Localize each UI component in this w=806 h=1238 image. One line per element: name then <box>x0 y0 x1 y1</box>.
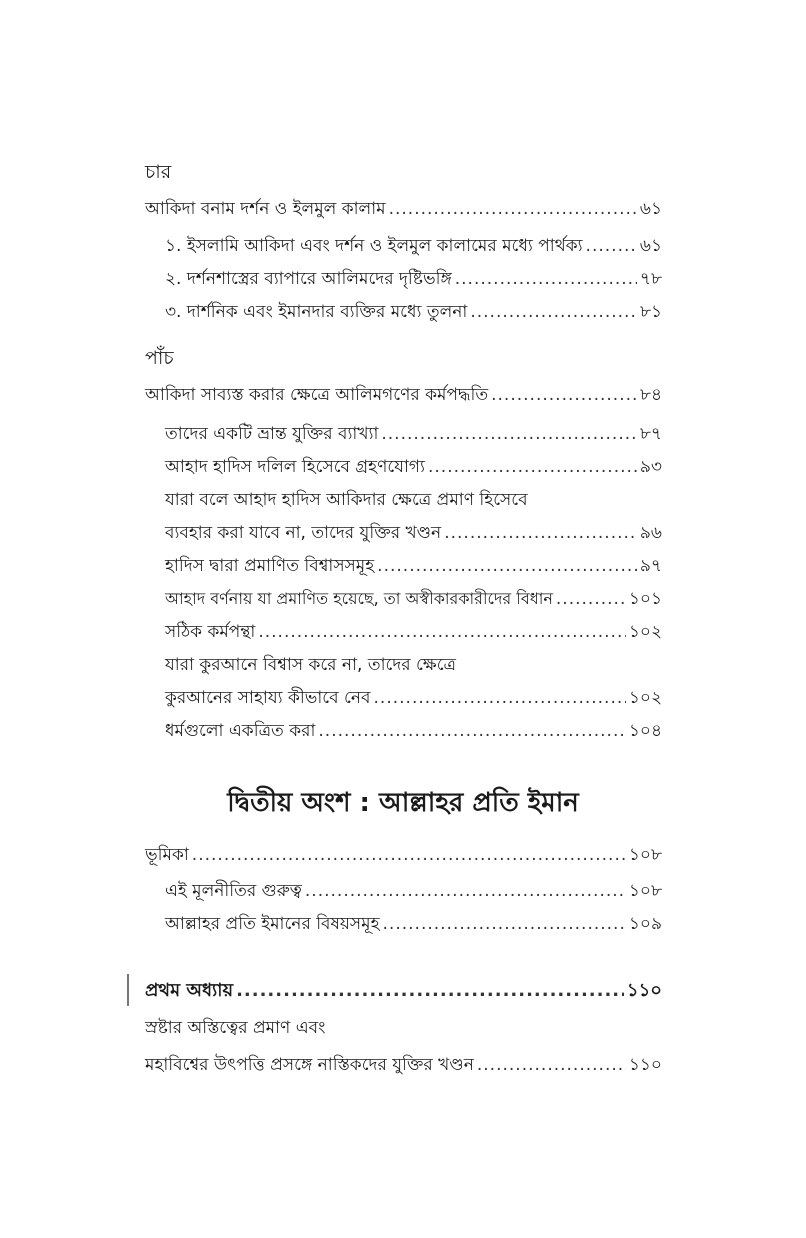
toc-entry-title: আহাদ হাদিস দলিল হিসেবে গ্রহণযোগ্য <box>165 457 425 477</box>
toc-entry-page: ৮৪ <box>639 385 662 405</box>
toc-entry[interactable] <box>165 231 662 261</box>
leader-dots <box>381 419 637 449</box>
toc-entry-title: আকিদা বনাম দর্শন ও ইলমুল কালাম <box>145 199 386 219</box>
leader-dots <box>383 909 626 939</box>
toc-entry-page: ৭৮ <box>639 269 662 289</box>
toc-entry-page: ১১০ <box>626 980 662 1001</box>
toc-entry-page: ১০৯ <box>628 914 662 934</box>
toc-entry-title: প্রথম অধ্যায় <box>145 980 234 1001</box>
toc-entry[interactable] <box>165 876 662 906</box>
toc-entry-page: ৯৬ <box>639 523 662 543</box>
toc-entry-title: মহাবিশ্বের উৎপত্তি প্রসঙ্গে নাস্তিকদের যুক্তির খণ্ডন <box>145 1055 474 1075</box>
chapter-heading-4: চার <box>145 161 172 183</box>
leader-dots <box>428 452 637 482</box>
leader-dots <box>258 617 626 647</box>
margin-bar <box>127 974 129 1006</box>
toc-entry[interactable] <box>145 1050 662 1080</box>
toc-entry-page: ১০২ <box>628 622 662 642</box>
toc-entry-title: ভূমিকা <box>145 845 189 865</box>
toc-entry[interactable] <box>165 617 662 647</box>
leader-dots <box>377 551 637 581</box>
toc-entry-title: আহাদ বর্ণনায় যা প্রমাণিত হয়েছে, তা অস্বীকারকারীদের বিধান <box>165 589 553 608</box>
toc-entry-page: ৬১ <box>639 199 662 219</box>
leader-dots <box>236 976 624 1006</box>
toc-entry-page: ১০১ <box>628 589 662 609</box>
leader-dots <box>374 683 626 713</box>
toc-entry[interactable] <box>145 194 662 224</box>
toc-entry[interactable] <box>165 518 662 548</box>
toc-entry-title-line: যারা বলে আহাদ হাদিস আকিদার ক্ষেত্রে প্রমাণ হিসেবে <box>165 490 528 510</box>
toc-entry-page: ৬১ <box>639 236 662 256</box>
toc-entry-title-line: যারা কুরআনে বিশ্বাস করে না, তাদের ক্ষেত্রে <box>165 655 457 675</box>
chapter-heading-5: পাঁচ <box>145 347 174 369</box>
toc-entry-title: আকিদা সাব্যস্ত করার ক্ষেত্রে আলিমগণের কর্মপদ্ধতি <box>145 385 489 405</box>
toc-entry-title: ২. দর্শনশাস্ত্রের ব্যাপারে আলিমদের দৃষ্টিভঙ্গি <box>165 269 452 289</box>
toc-entry-title: তাদের একটি ভ্রান্ত যুক্তির ব্যাখ্যা <box>165 424 379 444</box>
toc-entry-title: ধর্মগুলো একত্রিত করা <box>165 721 316 741</box>
leader-dots <box>192 840 626 870</box>
toc-entry-page: ১০৪ <box>628 721 662 741</box>
toc-entry-title: সঠিক কর্মপন্থা <box>165 622 256 642</box>
toc-entry-page: ৯৩ <box>639 457 662 477</box>
leader-dots <box>556 584 626 614</box>
toc-entry-title-line: স্রষ্টার অস্তিত্বের প্রমাণ এবং <box>145 1018 326 1038</box>
toc-entry[interactable] <box>165 264 662 294</box>
leader-dots <box>444 518 637 548</box>
toc-entry-page: ১০৮ <box>628 845 662 865</box>
toc-entry-page: ৯৭ <box>639 556 662 576</box>
toc-entry-title: এই মূলনীতির গুরুত্ব <box>165 881 302 901</box>
toc-entry-title: ১. ইসলামি আকিদা এবং দর্শন ও ইলমুল কালামের মধ্যে পার্থক্য <box>165 236 583 256</box>
toc-entry[interactable] <box>165 683 662 713</box>
toc-entry[interactable] <box>165 909 662 939</box>
leader-dots <box>477 1050 626 1080</box>
leader-dots <box>318 716 625 746</box>
toc-entry-page: ১০২ <box>628 688 662 708</box>
leader-dots <box>470 297 637 327</box>
toc-entry[interactable] <box>165 452 662 482</box>
toc-entry-title: আল্লাহর প্রতি ইমানের বিষয়সমূহ <box>165 914 380 934</box>
leader-dots <box>305 876 626 906</box>
toc-entry-title: কুরআনের সাহায্য কীভাবে নেব <box>165 688 371 708</box>
toc-entry[interactable] <box>165 584 662 614</box>
toc-entry-title: হাদিস দ্বারা প্রমাণিত বিশ্বাসসমূহ <box>165 556 375 576</box>
toc-entry[interactable] <box>165 297 662 327</box>
leader-dots <box>586 231 637 261</box>
leader-dots <box>491 380 637 410</box>
toc-entry[interactable] <box>165 716 662 746</box>
toc-entry-title: ৩. দার্শনিক এবং ইমানদার ব্যক্তির মধ্যে তুলনা <box>165 302 468 322</box>
toc-entry[interactable] <box>165 419 662 449</box>
toc-entry[interactable] <box>145 380 662 410</box>
toc-entry-page: ৮৭ <box>639 424 662 444</box>
part-title: দ্বিতীয় অংশ : আল্লাহর প্রতি ইমান <box>227 788 579 818</box>
toc-entry-page: ১০৮ <box>628 881 662 901</box>
leader-dots <box>455 264 637 294</box>
toc-entry-chapter[interactable] <box>145 976 662 1006</box>
toc-entry[interactable] <box>165 551 662 581</box>
toc-entry-title: ব্যবহার করা যাবে না, তাদের যুক্তির খণ্ডন <box>165 523 442 543</box>
toc-entry[interactable] <box>145 840 662 870</box>
toc-entry-page: ১১০ <box>628 1055 662 1075</box>
toc-entry-page: ৮১ <box>639 302 662 322</box>
leader-dots <box>389 194 637 224</box>
